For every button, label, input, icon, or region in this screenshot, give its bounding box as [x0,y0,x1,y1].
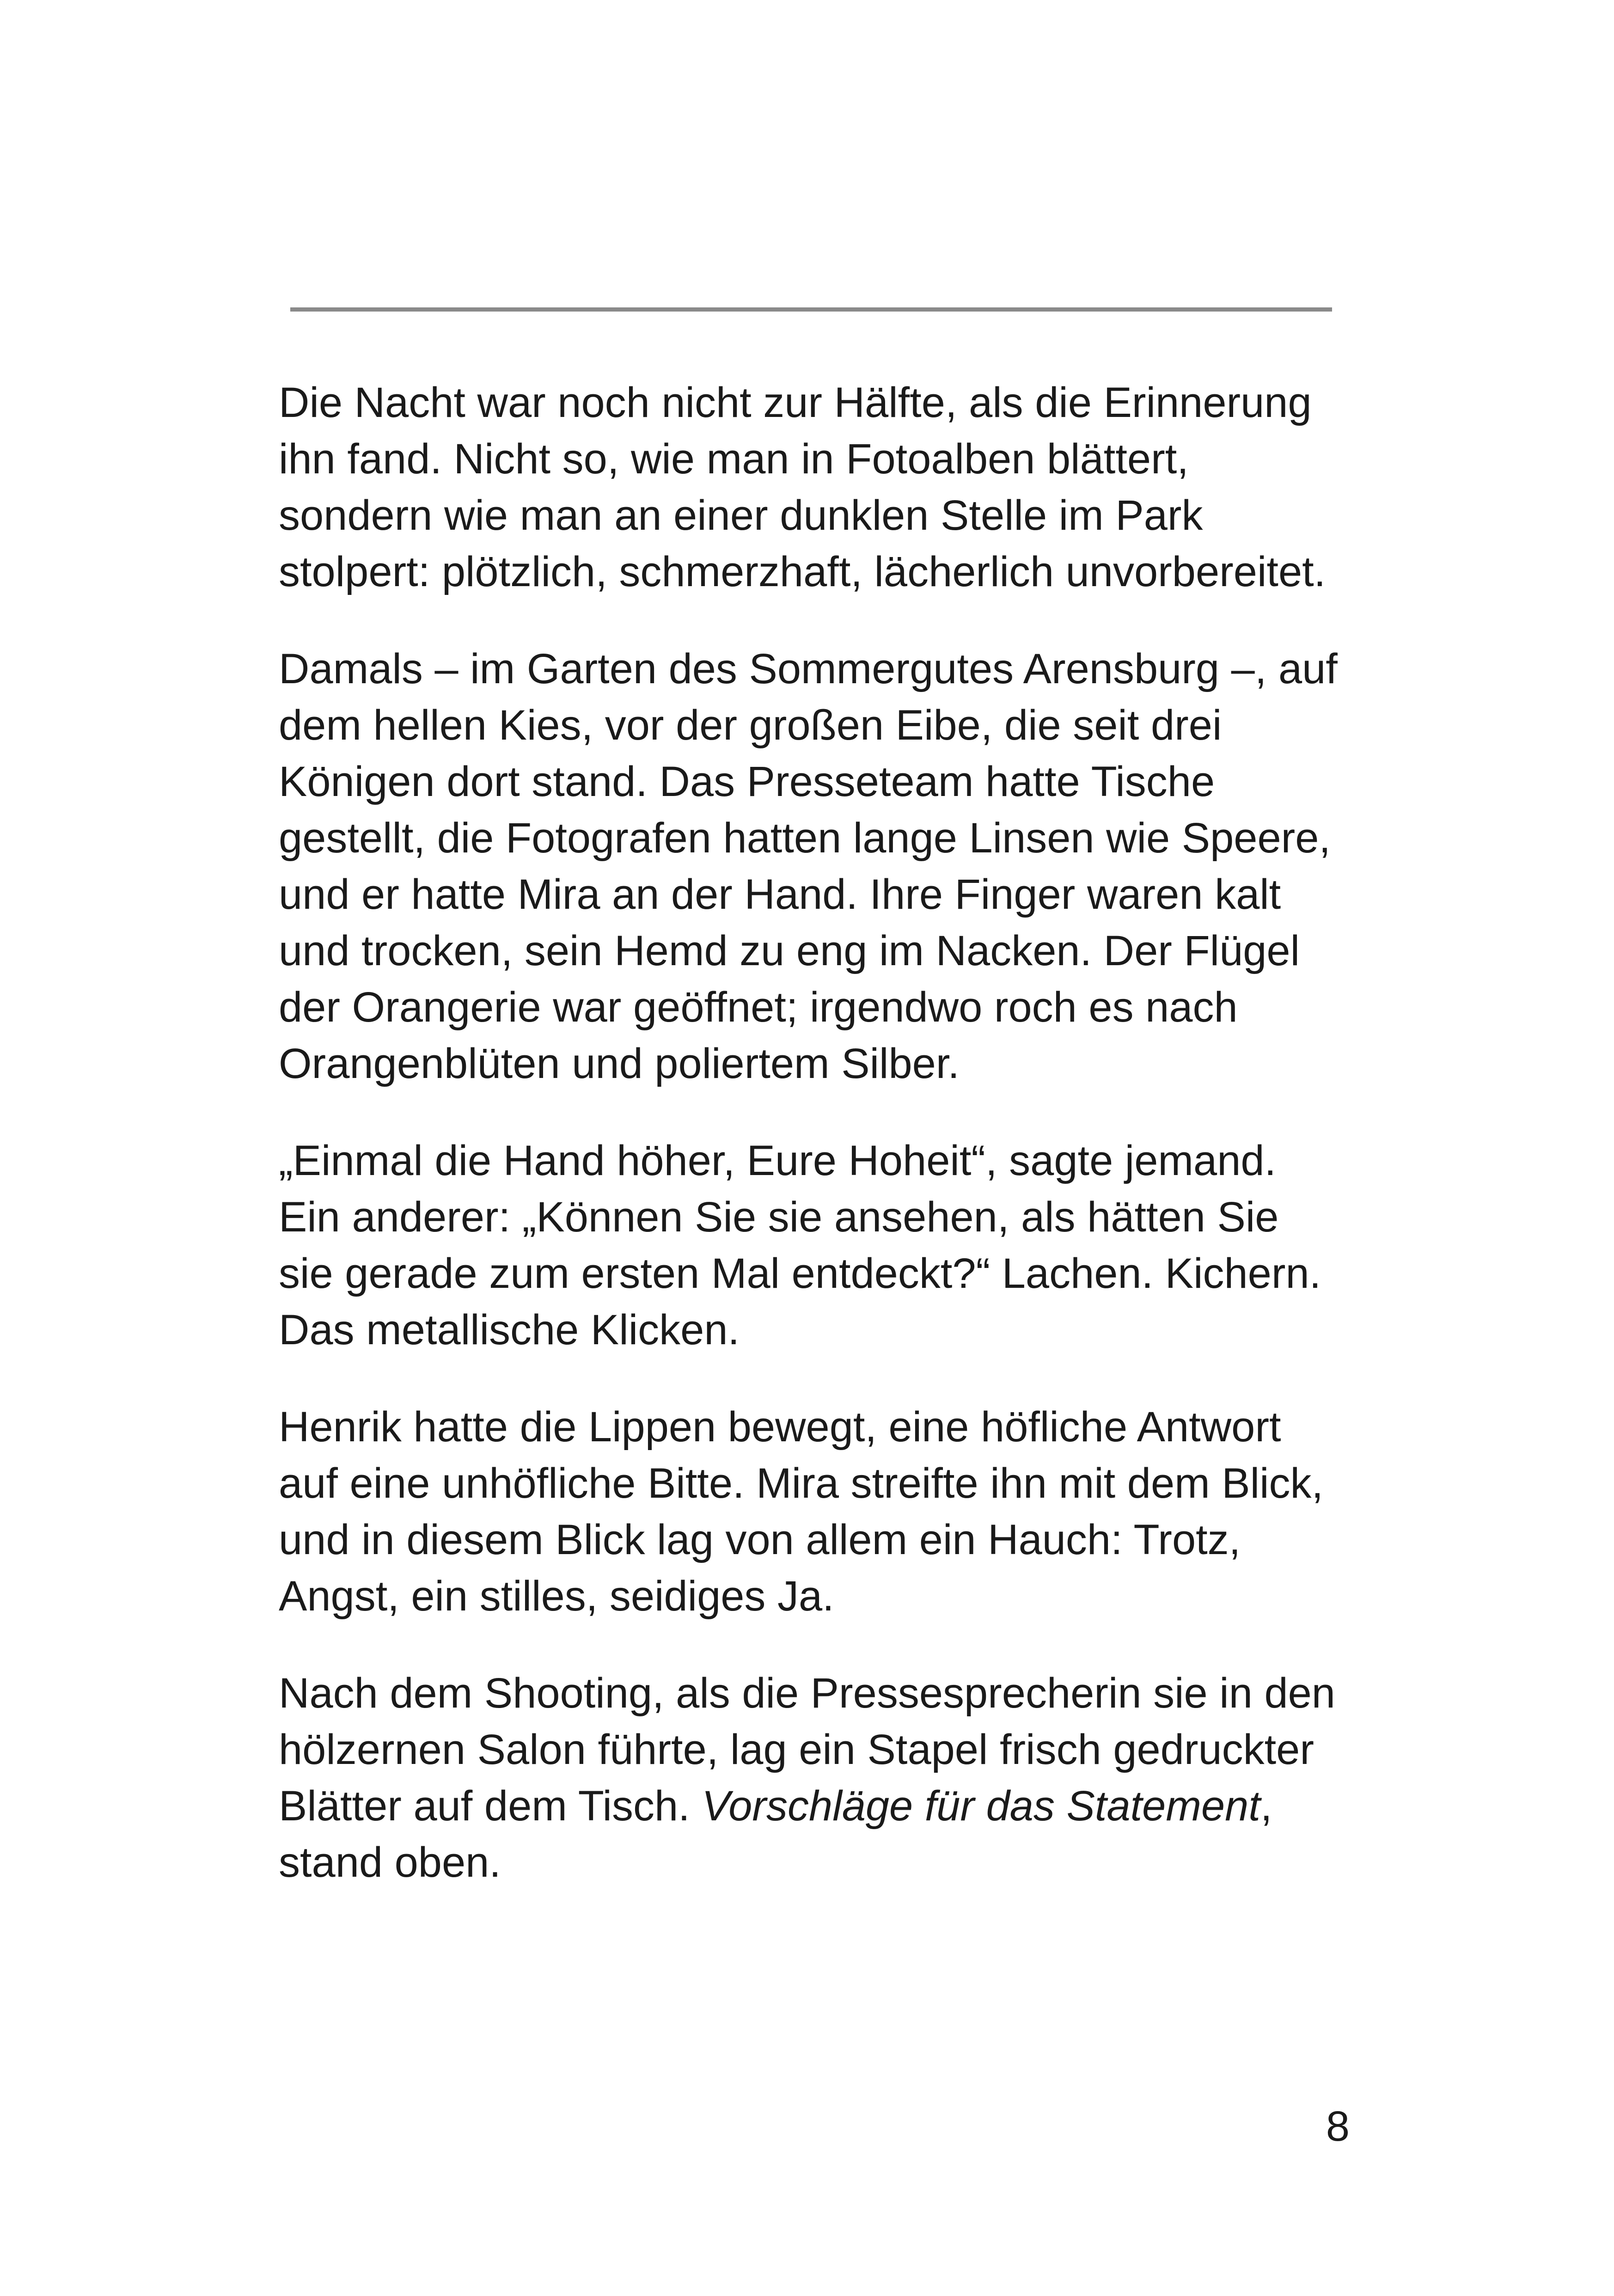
paragraph-2 [279,641,1342,1092]
text-line: sondern wie man an einer dunklen Stelle im Park [279,492,1203,539]
italic-phrase: Vorschläge für das Statement [702,1782,1260,1830]
text-line: sie gerade zum ersten Mal entdeckt?“ Lachen. Kichern. [279,1250,1321,1297]
text-line: Orangenblüten und poliertem Silber. [279,1040,960,1087]
text-line: „Einmal die Hand höher, Eure Hoheit“, sagte jemand. [279,1137,1277,1184]
page-number: 8 [1326,2103,1350,2150]
text-line: und in diesem Blick lag von allem ein Hauch: Trotz, [279,1516,1241,1563]
text-line: Henrik hatte die Lippen bewegt, eine höfliche Antwort [279,1403,1281,1451]
text-line: Damals – im Garten des Sommergutes Arensburg –, auf [279,645,1338,692]
body-text [279,374,1342,1891]
text-line: auf eine unhöfliche Bitte. Mira streifte ihn mit dem Blick, [279,1460,1324,1507]
text-line: Das metallische Klicken. [279,1306,740,1353]
text-line: Angst, ein stilles, seidiges Ja. [279,1573,834,1620]
text-line: Die Nacht war noch nicht zur Hälfte, als die Erinnerung [279,379,1312,426]
text-line: stolpert: plötzlich, schmerzhaft, lächerlich unvorbereitet. [279,548,1326,595]
text-line: und trocken, sein Hemd zu eng im Nacken. Der Flügel [279,927,1300,974]
text-span: , [1260,1782,1272,1830]
paragraph-5 [279,1665,1342,1891]
paragraph-1 [279,374,1342,600]
text-line: hölzernen Salon führte, lag ein Stapel frisch gedruckter [279,1726,1314,1773]
top-divider-rule [290,307,1332,312]
text-line: der Orangerie war geöffnet; irgendwo roch es nach [279,984,1238,1031]
text-line: Ein anderer: „Können Sie sie ansehen, als hätten Sie [279,1194,1279,1241]
text-line: Nach dem Shooting, als die Pressesprecherin sie in den [279,1670,1335,1717]
text-line: dem hellen Kies, vor der großen Eibe, die seit drei [279,702,1222,749]
text-line: Königen dort stand. Das Presseteam hatte Tische [279,758,1215,805]
text-line: ihn fand. Nicht so, wie man in Fotoalben blättert, [279,435,1189,483]
paragraph-3 [279,1133,1342,1358]
paragraph-4 [279,1399,1342,1624]
text-line: stand oben. [279,1839,501,1886]
text-line: gestellt, die Fotografen hatten lange Linsen wie Speere, [279,814,1331,862]
text-line: und er hatte Mira an der Hand. Ihre Finger waren kalt [279,871,1281,918]
text-line-with-italic [279,1778,1342,1834]
text-span: Blätter auf dem Tisch. [279,1782,702,1830]
